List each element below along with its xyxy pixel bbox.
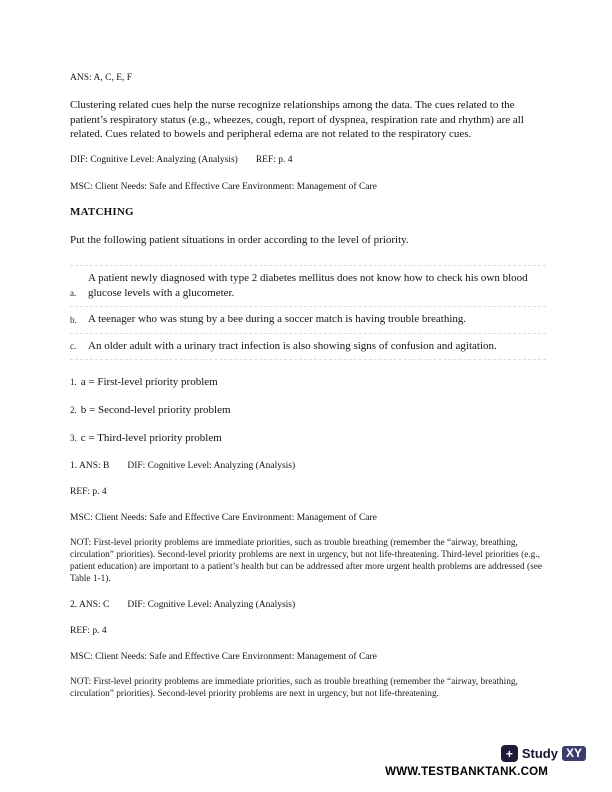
answer-text: a = First-level priority problem [80,376,218,388]
situation-label: b. [70,314,77,325]
answer-row [70,404,546,416]
situation-list [70,265,546,360]
situation-text: A teenager who was stung by a bee during a soccer match is having trouble breathing. [88,313,467,325]
situation-row [70,307,546,334]
answer-number: 1. [70,377,77,387]
ans-segment: 2. ANS: C [70,599,110,610]
dif-segment: DIF: Cognitive Level: Analyzing (Analysis) [127,461,296,471]
answer-number: 2. [70,405,77,415]
rationale-msc-line: MSC: Client Needs: Safe and Effective Care Environment: Management of Care [70,651,377,662]
ref-segment: REF: p. 4 [255,154,293,165]
situation-label: c. [70,341,77,351]
rationale-not-paragraph: NOT: First-level priority problems are immediate priorities, such as trouble breathing (remember the “airway, breathing, circulation” priorities). Second-level priority problems are next in urgency, but not life-threatening. [70,676,518,699]
explanation-paragraph: Clustering related cues help the nurse recognize relationships among the data. The cues related to the patient’s respiratory status (e.g., wheezes, cough, report of dyspnea, respiration rate and rhythm) are all related. Cues related to bowels and peripheral edema are not related to the respiratory cues. [70,99,524,140]
situation-row [70,334,546,361]
matching-heading: MATCHING [70,205,134,218]
answer-row [70,376,546,388]
ans-segment: 1. ANS: B [70,461,110,471]
matching-intro: Put the following patient situations in order according to the level of priority. [70,233,409,246]
dif-segment: DIF: Cognitive Level: Analyzing (Analysis) [127,599,296,610]
rationale-block-1 [70,460,546,586]
rationale-ref-line: REF: p. 4 [70,625,107,636]
situation-text: A patient newly diagnosed with type 2 diabetes mellitus does not know how to check his own blood glucose levels with a glucometer. [88,272,528,299]
rationale-ans-line [70,460,546,472]
situation-row [70,265,546,307]
situation-label: a. [70,288,77,298]
dif-segment: DIF: Cognitive Level: Analyzing (Analysis) [70,154,238,165]
rationale-block-2 [70,599,546,701]
brand-xy-badge: XY [562,746,586,761]
dif-ref-line [70,154,546,166]
situation-text: An older adult with a urinary tract infection is also showing signs of confusion and agitation. [88,339,497,352]
answer-row [70,432,546,444]
answer-text: b = Second-level priority problem [80,404,231,416]
msc-line: MSC: Client Needs: Safe and Effective Care Environment: Management of Care [70,181,377,192]
website-url: WWW.TESTBANKTANK.COM [385,766,548,778]
answer-text: c = Third-level priority problem [80,432,222,444]
rationale-ans-line [70,599,546,611]
rationale-ref-line: REF: p. 4 [70,487,107,497]
answer-line: ANS: A, C, E, F [70,73,133,83]
brand-study-text: Study [521,746,558,761]
studyxy-logo [501,745,586,762]
rationale-not-paragraph: NOT: First-level priority problems are immediate priorities, such as trouble breathing (remember the “airway, breathing, circulation” priorities). Second-level priority problems are next in urgency, but not life-threatening. Third-level priorities (e.g., patient education) are important to a patient’s health but can be addressed after more urgent health problems are addressed (see Table 1-1). [70,538,542,584]
rationale-msc-line: MSC: Client Needs: Safe and Effective Care Environment: Management of Care [70,513,377,523]
answer-number: 3. [70,433,77,443]
answer-options [70,376,546,444]
plus-icon: + [501,745,518,762]
